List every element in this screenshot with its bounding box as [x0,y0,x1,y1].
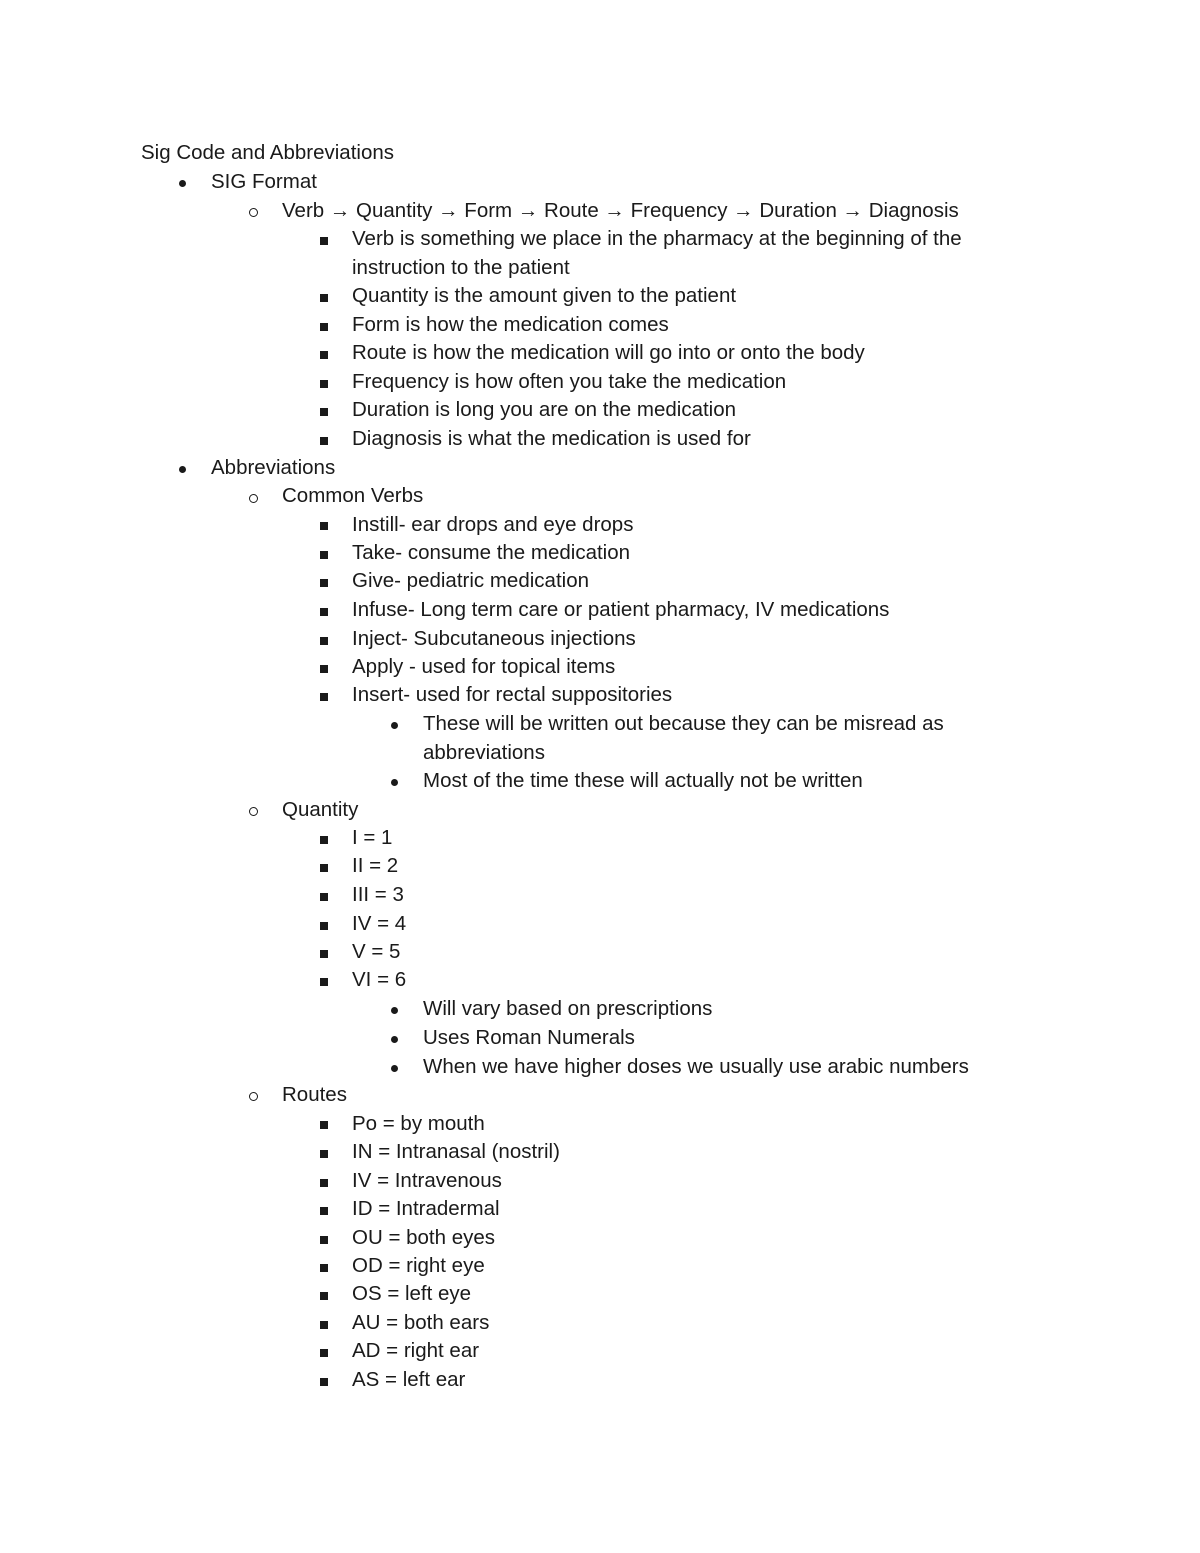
common-verbs-heading: Common Verbs [282,484,424,507]
square-bullet-icon [320,608,328,616]
route-item: OS = left eye [352,1282,472,1305]
quantity-item: III = 3 [352,883,404,906]
common-verb-item: Insert- used for rectal suppositories [352,683,673,706]
square-bullet-icon [320,1121,328,1129]
square-bullet-icon [320,1292,328,1300]
square-bullet-icon [320,323,328,331]
disc-bullet-icon [179,466,186,473]
square-bullet-icon [320,579,328,587]
square-bullet-icon [320,1150,328,1158]
square-bullet-icon [320,1207,328,1215]
quantity-item: V = 5 [352,940,401,963]
common-verb-item: Instill- ear drops and eye drops [352,513,634,536]
common-verb-item: Give- pediatric medication [352,569,589,592]
square-bullet-icon [320,637,328,645]
route-item: IV = Intravenous [352,1169,502,1192]
common-verb-note: Most of the time these will actually not be written [423,769,863,792]
square-bullet-icon [320,978,328,986]
disc-bullet-icon [391,1036,398,1043]
route-item: ID = Intradermal [352,1197,500,1220]
square-bullet-icon [320,522,328,530]
route-item: OU = both eyes [352,1226,496,1249]
sig-format-item: Form is how the medication comes [352,313,669,336]
route-item: OD = right eye [352,1254,485,1277]
square-bullet-icon [320,1264,328,1272]
route-item: AD = right ear [352,1339,480,1362]
route-item: AU = both ears [352,1311,490,1334]
quantity-item: VI = 6 [352,968,407,991]
square-bullet-icon [320,864,328,872]
square-bullet-icon [320,1321,328,1329]
route-item: Po = by mouth [352,1112,485,1135]
square-bullet-icon [320,1378,328,1386]
disc-bullet-icon [179,180,186,187]
disc-bullet-icon [391,1007,398,1014]
sig-format-item: Diagnosis is what the medication is used for [352,427,751,450]
circle-bullet-icon [249,494,258,503]
square-bullet-icon [320,1179,328,1187]
routes-heading: Routes [282,1083,347,1106]
disc-bullet-icon [391,1065,398,1072]
quantity-item: I = 1 [352,826,393,849]
common-verb-note: These will be written out because they can be misread as [423,712,944,735]
sig-format-item: Route is how the medication will go into or onto the body [352,341,865,364]
common-verb-note-continued: abbreviations [423,741,545,764]
square-bullet-icon [320,665,328,673]
common-verb-item: Infuse- Long term care or patient pharmacy, IV medications [352,598,890,621]
common-verb-item: Take- consume the medication [352,541,631,564]
sig-format-item: Quantity is the amount given to the patient [352,284,737,307]
document-title: Sig Code and Abbreviations [141,141,395,164]
common-verb-item: Apply - used for topical items [352,655,616,678]
quantity-note: Uses Roman Numerals [423,1026,635,1049]
square-bullet-icon [320,437,328,445]
square-bullet-icon [320,237,328,245]
route-item: AS = left ear [352,1368,466,1391]
sig-format-item: Verb is something we place in the pharmacy at the beginning of the [352,227,962,250]
square-bullet-icon [320,1349,328,1357]
square-bullet-icon [320,551,328,559]
sig-format-sequence: Verb → Quantity → Form → Route → Frequency → Duration → Diagnosis [282,199,959,222]
square-bullet-icon [320,836,328,844]
quantity-heading: Quantity [282,798,359,821]
disc-bullet-icon [391,722,398,729]
quantity-item: IV = 4 [352,912,407,935]
square-bullet-icon [320,1236,328,1244]
square-bullet-icon [320,380,328,388]
circle-bullet-icon [249,208,258,217]
sig-format-item: Frequency is how often you take the medication [352,370,787,393]
sig-format-item: Duration is long you are on the medication [352,398,737,421]
sig-format-heading: SIG Format [211,170,317,193]
common-verb-item: Inject- Subcutaneous injections [352,627,636,650]
quantity-note: Will vary based on prescriptions [423,997,713,1020]
square-bullet-icon [320,294,328,302]
circle-bullet-icon [249,807,258,816]
quantity-note: When we have higher doses we usually use arabic numbers [423,1055,969,1078]
square-bullet-icon [320,893,328,901]
circle-bullet-icon [249,1092,258,1101]
square-bullet-icon [320,922,328,930]
square-bullet-icon [320,950,328,958]
abbreviations-heading: Abbreviations [211,456,336,479]
disc-bullet-icon [391,779,398,786]
square-bullet-icon [320,693,328,701]
sig-format-item-continued: instruction to the patient [352,256,570,279]
quantity-item: II = 2 [352,854,399,877]
square-bullet-icon [320,351,328,359]
route-item: IN = Intranasal (nostril) [352,1140,560,1163]
square-bullet-icon [320,408,328,416]
